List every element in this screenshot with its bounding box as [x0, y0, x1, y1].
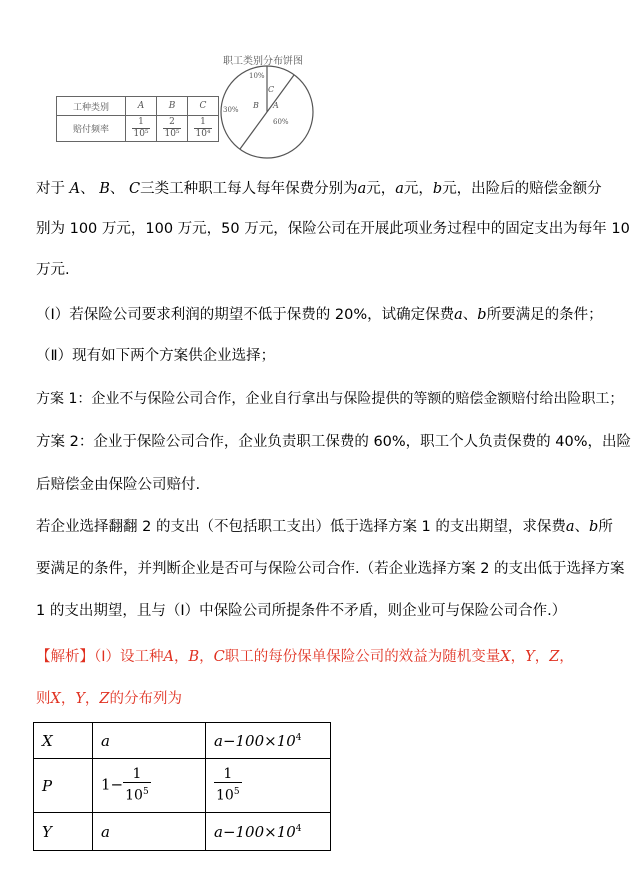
text-line: 别为 100 万元，100 万元，50 万元，保险公司在开展此项业务过程中的固定支出为每年 10 [36, 221, 630, 237]
pie-label-pb: 30% [223, 106, 239, 114]
pie-label-pc: 10% [249, 72, 265, 80]
frequency-cell: $\frac{1}{\text{10⁵}}$ [126, 116, 157, 142]
category-pie-chart [215, 60, 325, 160]
solution-line: 则X，Y，Z的分布列为 [36, 691, 182, 707]
table-row [57, 116, 219, 142]
pie-divider [240, 112, 267, 149]
header-cell: A [126, 97, 157, 116]
frequency-cell: $\frac{1}{\text{10⁴}}$ [188, 116, 219, 142]
row-label: P [34, 759, 93, 813]
table-cell: a [93, 813, 206, 851]
text-line: 方案 1：企业不与保险公司合作，企业自行拿出与保险提供的等额的赔偿金额赔付给出险职工； [36, 391, 624, 407]
frequency-cell: $\frac{2}{\text{10⁵}}$ [157, 116, 188, 142]
pie-title: 职工类别分布饼图 [223, 56, 303, 67]
text-line: 后赔偿金由保险公司赔付. [36, 477, 201, 493]
text-line: （Ⅰ）若保险公司要求利润的期望不低于保费的 20%，试确定保费a、b所要满足的条件； [36, 307, 603, 323]
table-row [34, 813, 331, 851]
text-line: 对于 A、 B、 C三类工种职工每人每年保费分别为a元，a元，b元，出险后的赔偿金额分 [36, 181, 602, 197]
table-row [57, 97, 219, 116]
table-cell: a [93, 723, 206, 759]
pie-label-pa: 60% [273, 118, 289, 126]
table-cell: 1− $\frac{1}{10^5}$ [93, 759, 206, 813]
text-line: 万元. [36, 262, 70, 278]
text-line: 方案 2：企业于保险公司合作，企业负责职工保费的 60%，职工个人负责保费的 40%，出险 [36, 434, 632, 450]
table-cell: $a-100\times 10^4$ [206, 813, 331, 851]
table-row [34, 723, 331, 759]
header-cell: B [157, 97, 188, 116]
text-line: 要满足的条件，并判断企业是否可与保险公司合作.（若企业选择方案 2 的支出低于选择方案 [36, 561, 625, 577]
header-cell: C [188, 97, 219, 116]
header-cell: 工种类别 [57, 97, 126, 116]
row-label: 赔付频率 [57, 116, 126, 142]
category-frequency-table [56, 96, 219, 142]
pie-label-b: B [253, 101, 259, 110]
text-line: 若企业选择翻翻 2 的支出（不包括职工支出）低于选择方案 1 的支出期望，求保费a、b所 [36, 519, 613, 535]
table-cell: $a-100\times 10^4$ [206, 723, 331, 759]
row-label: X [34, 723, 93, 759]
solution-line: 【解析】（Ⅰ）设工种A，B，C职工的每份保单保险公司的效益为随机变量X，Y，Z， [36, 649, 574, 665]
figure-area [0, 0, 642, 170]
table-row [34, 759, 331, 813]
distribution-table [33, 722, 331, 851]
row-label: Y [34, 813, 93, 851]
text-line: 1 的支出期望，且与（Ⅰ）中保险公司所提条件不矛盾，则企业可与保险公司合作.） [36, 603, 567, 619]
pie-label-c: C [268, 85, 275, 94]
pie-label-a: A [273, 101, 279, 110]
text-line: （Ⅱ）现有如下两个方案供企业选择； [36, 348, 276, 364]
table-cell: $\frac{1}{10^5}$ [206, 759, 331, 813]
